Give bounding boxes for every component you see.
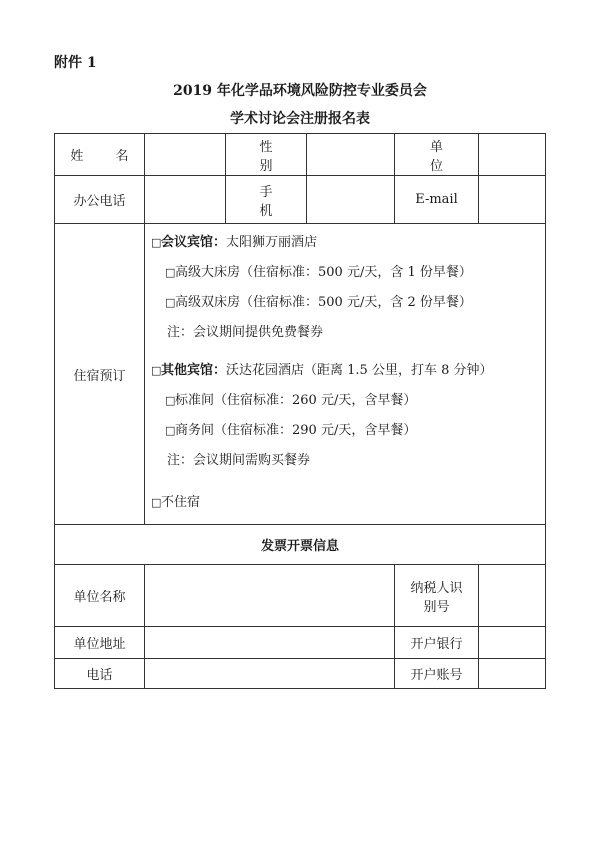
table-row xyxy=(55,224,546,525)
other-hotel-option[interactable] xyxy=(151,356,539,386)
tax-id-label xyxy=(395,565,479,627)
bank-field[interactable] xyxy=(479,627,546,659)
gender-label: 性 别 xyxy=(226,134,307,176)
other-hotel-note: 注：会议期间需购买餐券 xyxy=(167,453,311,468)
tax-id-label-line2: 别号 xyxy=(423,599,450,615)
phone-field[interactable] xyxy=(145,659,395,689)
other-room-standard-option[interactable] xyxy=(151,386,539,416)
checkbox-icon[interactable]: □ xyxy=(165,394,176,407)
gender-field[interactable] xyxy=(307,134,395,176)
lodging-options xyxy=(145,224,546,525)
bank-label: 开户银行 xyxy=(395,627,479,659)
company-address-field[interactable] xyxy=(145,627,395,659)
conference-hotel-option[interactable] xyxy=(151,228,539,258)
company-address-label: 单位地址 xyxy=(55,627,145,659)
name-label: 姓 名 xyxy=(55,134,145,176)
registration-form-table xyxy=(54,133,546,689)
no-stay-label: 不住宿 xyxy=(161,495,201,510)
conf-room-king-label: 高级大床房（住宿标准：500 元/天，含 1 份早餐） xyxy=(175,265,472,280)
other-room-business-label: 商务间（住宿标准：290 元/天，含早餐） xyxy=(175,423,417,438)
invoice-header: 发票开票信息 xyxy=(55,525,546,565)
company-name-field[interactable] xyxy=(145,565,395,627)
conf-room-king-option[interactable] xyxy=(151,258,539,288)
phone-label: 电话 xyxy=(55,659,145,689)
table-row xyxy=(55,565,546,627)
conf-room-twin-option[interactable] xyxy=(151,288,539,318)
checkbox-icon[interactable]: □ xyxy=(165,266,176,279)
checkbox-icon[interactable]: □ xyxy=(165,296,176,309)
conference-hotel-label: 会议宾馆： xyxy=(161,235,227,250)
email-field[interactable] xyxy=(479,176,546,224)
table-row xyxy=(55,525,546,565)
table-row xyxy=(55,134,546,176)
unit-field[interactable] xyxy=(479,134,546,176)
form-subtitle: 学术讨论会注册报名表 xyxy=(230,111,370,127)
name-field[interactable] xyxy=(145,134,226,176)
unit-label: 单 位 xyxy=(395,134,479,176)
lodging-label: 住宿预订 xyxy=(55,224,145,525)
company-name-label: 单位名称 xyxy=(55,565,145,627)
account-label: 开户账号 xyxy=(395,659,479,689)
office-phone-field[interactable] xyxy=(145,176,226,224)
tax-id-label-line1: 纳税人识 xyxy=(410,580,463,596)
table-row xyxy=(55,176,546,224)
mobile-field[interactable] xyxy=(307,176,395,224)
table-row xyxy=(55,659,546,689)
tax-id-field[interactable] xyxy=(479,565,546,627)
other-hotel-name: 沃达花园酒店（距离 1.5 公里，打车 8 分钟） xyxy=(226,363,493,378)
table-row xyxy=(55,627,546,659)
checkbox-icon[interactable]: □ xyxy=(165,424,176,437)
checkbox-icon[interactable]: □ xyxy=(151,236,162,249)
no-stay-option[interactable] xyxy=(151,488,539,518)
form-title: 2019 年化学品环境风险防控专业委员会 xyxy=(173,83,427,99)
mobile-label: 手 机 xyxy=(226,176,307,224)
other-hotel-label: 其他宾馆： xyxy=(161,363,227,378)
other-room-business-option[interactable] xyxy=(151,416,539,446)
other-room-standard-label: 标准间（住宿标准：260 元/天，含早餐） xyxy=(175,393,417,408)
checkbox-icon[interactable]: □ xyxy=(151,496,162,509)
attachment-label: 附件 1 xyxy=(54,55,97,71)
conference-note: 注：会议期间提供免费餐券 xyxy=(167,325,324,340)
conf-room-twin-label: 高级双床房（住宿标准：500 元/天，含 2 份早餐） xyxy=(175,295,472,310)
account-field[interactable] xyxy=(479,659,546,689)
conference-hotel-name: 太阳狮万丽酒店 xyxy=(226,235,318,250)
email-label: E-mail xyxy=(395,176,479,224)
checkbox-icon[interactable]: □ xyxy=(151,364,162,377)
office-phone-label: 办公电话 xyxy=(55,176,145,224)
